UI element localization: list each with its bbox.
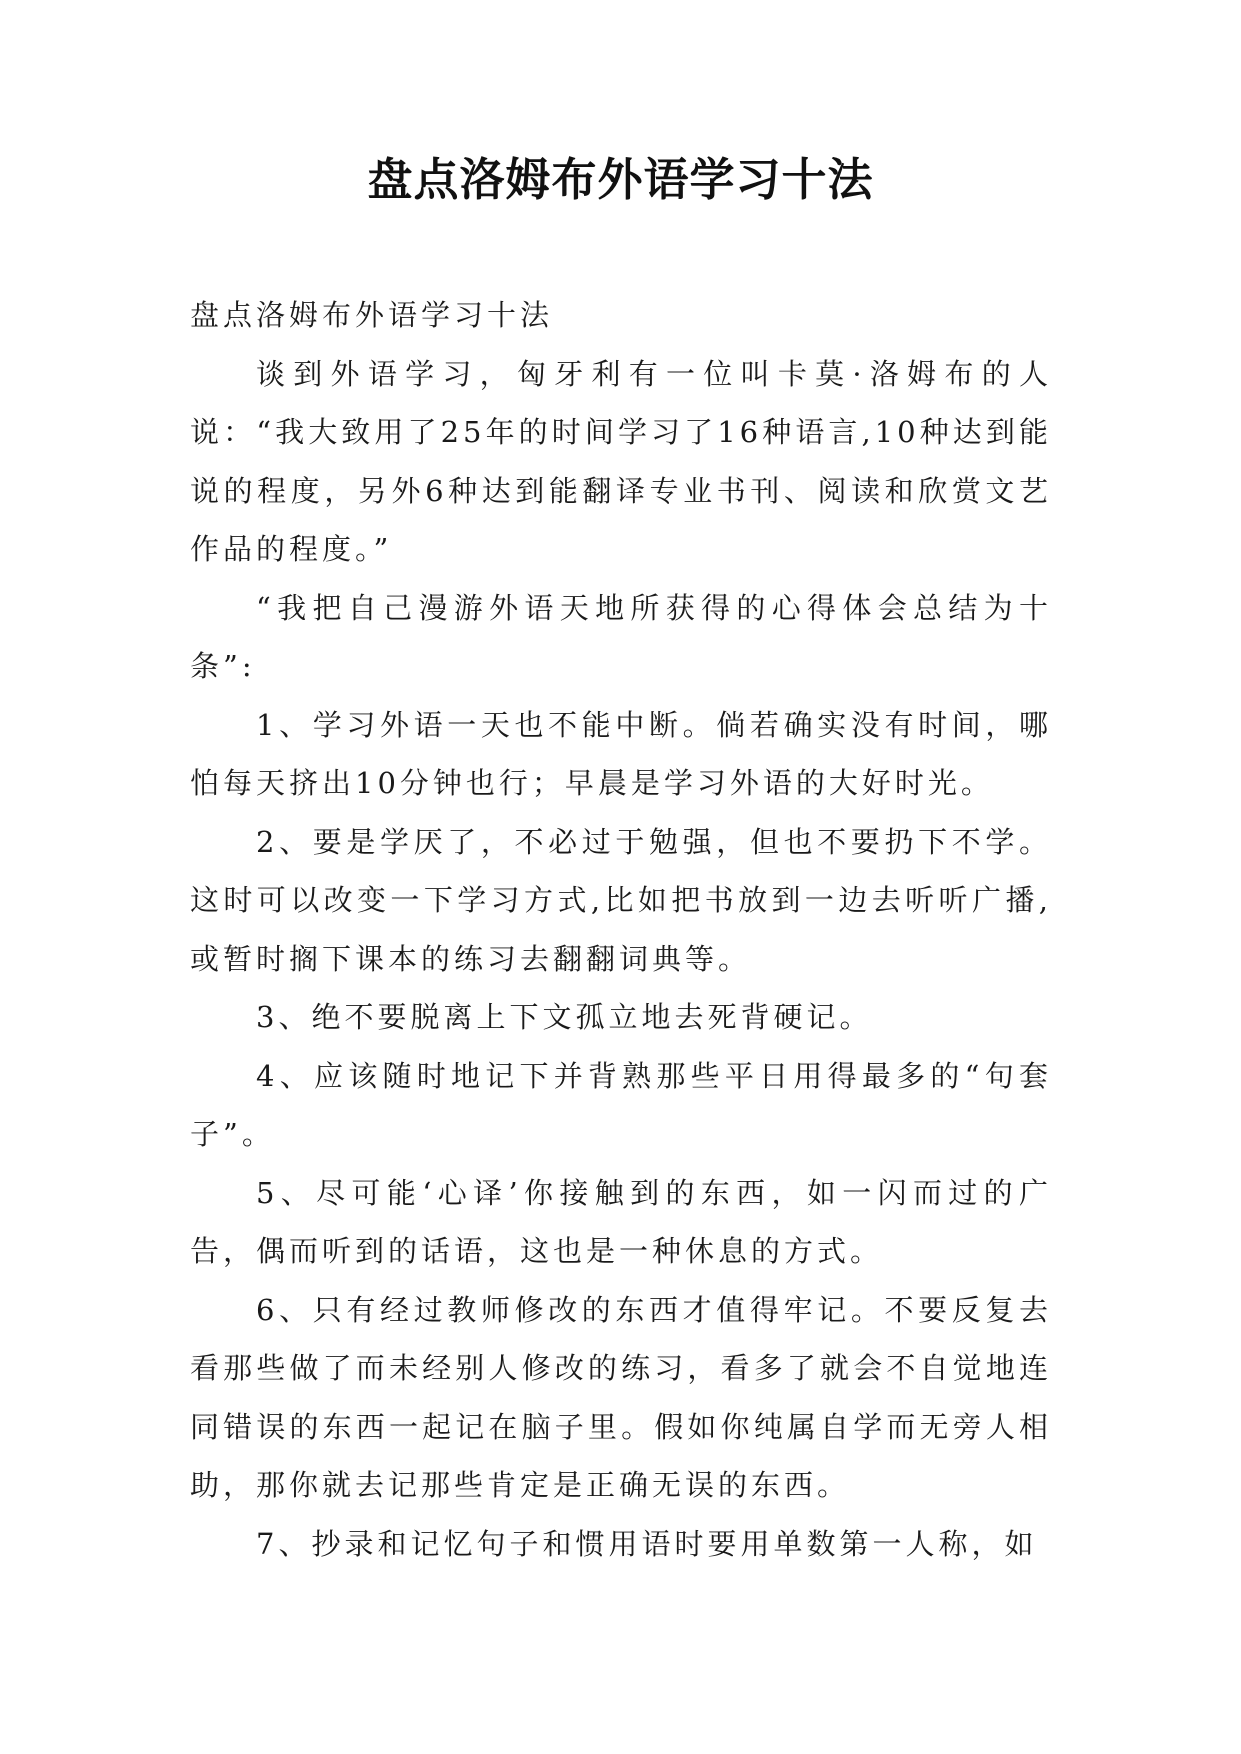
- paragraph-point-4: 4、应该随时地记下并背熟那些平日用得最多的“句套子”。: [190, 1058, 1052, 1151]
- document-body: [190, 286, 1052, 1573]
- paragraph-point-5: 5、尽可能‘心译’你接触到的东西，如一闪而过的广告，偶而听到的话语，这也是一种休息的方式。: [190, 1175, 1052, 1268]
- paragraph-point-2: 2、要是学厌了，不必过于勉强，但也不要扔下不学。这时可以改变一下学习方式,比如把书放到一边去听听广播,或暂时搁下课本的练习去翻翻词典等。: [190, 824, 1052, 976]
- paragraph-point-3: 3、绝不要脱离上下文孤立地去死背硬记。: [256, 1000, 873, 1034]
- paragraph-point-6: 6、只有经过教师修改的东西才值得牢记。不要反复去看那些做了而未经别人修改的练习，看多了就会不自觉地连同错误的东西一起记在脑子里。假如你纯属自学而无旁人相助，那你就去记那些肯定是正确无误的东西。: [190, 1292, 1052, 1502]
- paragraph-intro-quote: 谈到外语学习，匈牙利有一位叫卡莫·洛姆布的人说：“我大致用了25年的时间学习了16种语言,10种达到能说的程度，另外6种达到能翻译专业书刊、阅读和欣赏文艺作品的程度。”: [190, 356, 1052, 566]
- paragraph-point-7: 7、抄录和记忆句子和惯用语时要用单数第一人称，如: [256, 1526, 1038, 1561]
- paragraph-point-1: 1、学习外语一天也不能中断。倘若确实没有时间，哪怕每天挤出10分钟也行；早晨是学习外语的大好时光。: [190, 707, 1052, 800]
- subtitle-paragraph: 盘点洛姆布外语学习十法: [190, 298, 554, 332]
- document-title: 盘点洛姆布外语学习十法: [367, 153, 874, 206]
- paragraph-ten-points-lead: “我把自己漫游外语天地所获得的心得体会总结为十条”:: [190, 590, 1052, 683]
